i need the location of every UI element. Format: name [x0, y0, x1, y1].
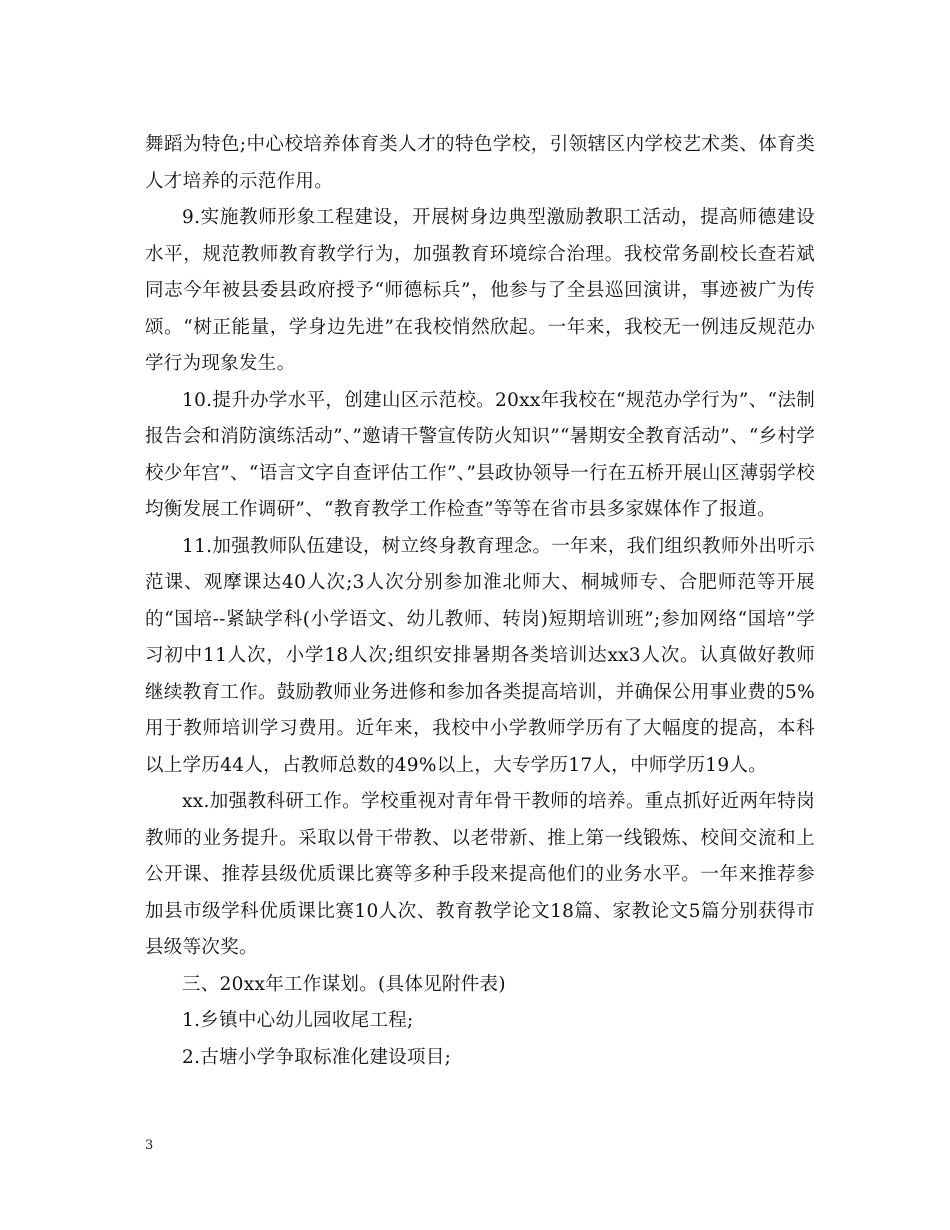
paragraph-item-9: 9.实施教师形象工程建设，开展树身边典型激励教职工活动，提高师德建设水平，规范教师教育教学行为，加强教育环境综合治理。我校常务副校长查若斌同志今年被县委县政府授予“师德标兵”，他参与了全县巡回演讲，事迹被广为传颂。“树正能量，学身边先进”在我校悄然欣起。一年来，我校无一例违反规范办学行为现象发生。: [145, 207, 815, 374]
section-heading-work-plan: 三、20xx年工作谋划。(具体见附件表): [182, 973, 506, 995]
paragraph-item-10: 10.提升办学水平，创建山区示范校。20xx年我校在“规范办学行为”、“法制报告会和消防演练活动”、”邀请干警宣传防火知识”“暑期安全教育活动”、“乡村学校少年宫”、“语言文字自查评估工作”、”县政协领导一行在五桥开展山区薄弱学校均衡发展工作调研”、“教育教学工作检查”等等在省市县多家媒体作了报道。: [145, 389, 815, 520]
page-number: 3: [145, 1138, 154, 1153]
list-item: 2.古塘小学争取标准化建设项目;: [182, 1046, 452, 1068]
paragraph-item-xx: xx.加强教科研工作。学校重视对青年骨干教师的培养。重点抓好近两年特岗教师的业务提升。采取以骨干带教、以老带新、推上第一线锻炼、校间交流和上公开课、推荐县级优质课比赛等多种手段来提高他们的业务水平。一年来推荐参加县市级学科优质课比赛10人次、教育教学论文18篇、家教论文5篇分别获得市县级等次奖。: [145, 791, 815, 958]
paragraph-item-11: 11.加强教师队伍建设，树立终身教育理念。一年来，我们组织教师外出听示范课、观摩课达40人次;3人次分别参加淮北师大、桐城师专、合肥师范等开展的“国培--紧缺学科(小学语文、幼儿教师、转岗)短期培训班”;参加网络“国培”学习初中11人次，小学18人次;组织安排暑期各类培训达xx3人次。认真做好教师继续教育工作。鼓励教师业务进修和参加各类提高培训，并确保公用事业费的5%用于教师培训学习费用。近年来，我校中小学教师学历有了大幅度的提高，本科以上学历44人，占教师总数的49%以上，大专学历17人，中师学历19人。: [145, 535, 815, 776]
document-body: [145, 127, 815, 1076]
paragraph-continuation: 舞蹈为特色;中心校培养体育类人才的特色学校，引领辖区内学校艺术类、体育类人才培养的示范作用。: [145, 134, 815, 192]
list-item: 1.乡镇中心幼儿园收尾工程;: [182, 1010, 414, 1031]
